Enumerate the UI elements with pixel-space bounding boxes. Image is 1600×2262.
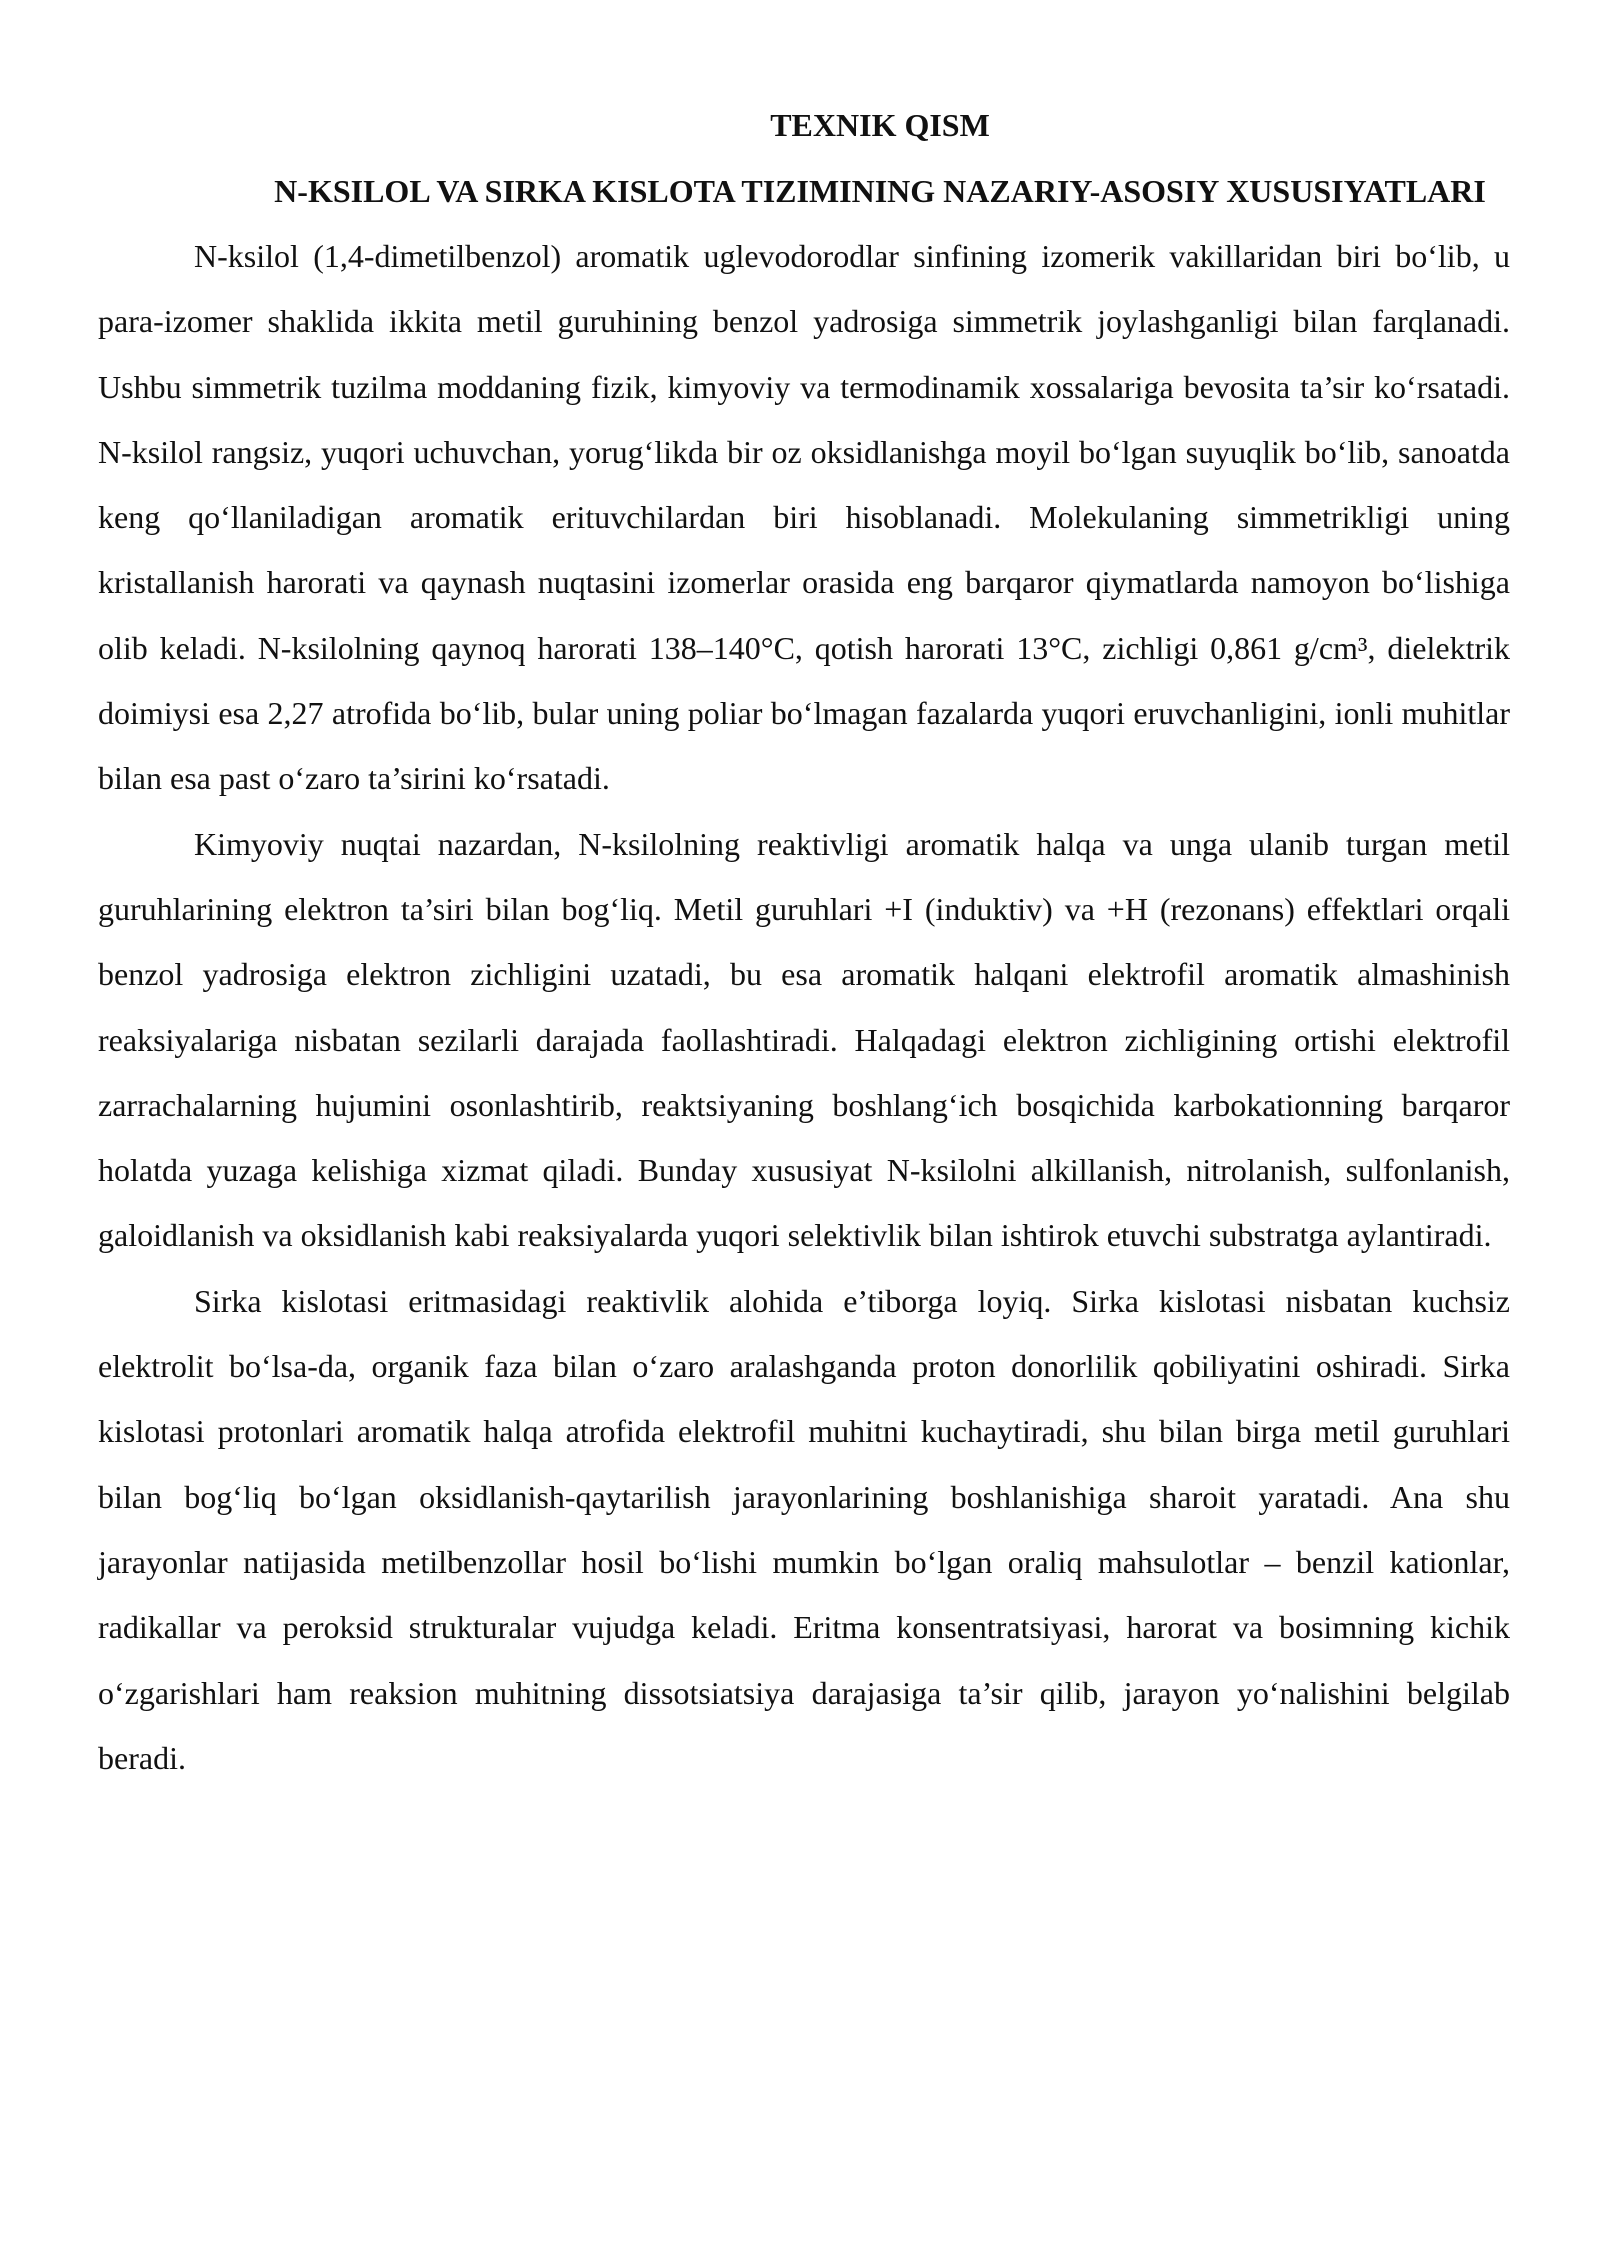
paragraph-3: Sirka kislotasi eritmasidagi reaktivlik alohida e’tiborga loyiq. Sirka kislotasi nisbatan kuchsiz elektrolit bo‘lsa-da, organik faza bilan o‘zaro aralashganda proton donorlilik qobiliyatini oshiradi. Sirka kislotasi protonlari aromatik halqa atrofida elektrofil muhitni kuchaytiradi, shu bilan birga metil guruhlari bilan bog‘liq bo‘lgan oksidlanish-qaytarilish jarayonlarining boshlanishiga sharoit yaratadi. Ana shu jarayonlar natijasida metilbenzollar hosil bo‘lishi mumkin bo‘lgan oraliq mahsulotlar – benzil kationlar, radikallar va peroksid strukturalar vujudga keladi. Eritma konsentratsiyasi, harorat va bosimning kichik o‘zgarishlari ham reaksion muhitning dissotsiatsiya darajasiga ta’sir qilib, jarayon yo‘nalishini belgilab beradi. [98,1282,1510,1776]
paragraph-1: N-ksilol (1,4-dimetilbenzol) aromatik uglevodorodlar sinfining izomerik vakillaridan biri bo‘lib, u para-izomer shaklida ikkita metil guruhining benzol yadrosiga simmetrik joylashganligi bilan farqlanadi. Ushbu simmetrik tuzilma moddaning fizik, kimyoviy va termodinamik xossalariga bevosita ta’sir ko‘rsatadi. N-ksilol rangsiz, yuqori uchuvchan, yorug‘likda bir oz oksidlanishga moyil bo‘lgan suyuqlik bo‘lib, sanoatda keng qo‘llaniladigan aromatik erituvchilardan biri hisoblanadi. Molekulaning simmetrikligi uning kristallanish harorati va qaynash nuqtasini izomerlar orasida eng barqaror qiymatlarda namoyon bo‘lishiga olib keladi. N-ksilolning qaynoq harorati 138–140°C, qotish harorati 13°C, zichligi 0,861 g/cm³, dielektrik doimiysi esa 2,27 atrofida bo‘lib, bular uning poliar bo‘lmagan fazalarda yuqori eruvchanligini, ionli muhitlar bilan esa past o‘zaro ta’sirini ko‘rsatadi. [98,238,1510,797]
document-page [98,92,1510,1791]
document-title: N-KSILOL VA SIRKA KISLOTA TIZIMINING NAZARIY-ASOSIY XUSUSIYATLARI [274,173,1486,209]
section-heading: TEXNIK QISM [770,107,990,143]
paragraph-2: Kimyoviy nuqtai nazardan, N-ksilolning reaktivligi aromatik halqa va unga ulanib turgan metil guruhlarining elektron ta’siri bilan bog‘liq. Metil guruhlari +I (induktiv) va +H (rezonans) effektlari orqali benzol yadrosiga elektron zichligini uzatadi, bu esa aromatik halqani elektrofil aromatik almashinish reaksiyalariga nisbatan sezilarli darajada faollashtiradi. Halqadagi elektron zichligining ortishi elektrofil zarrachalarning hujumini osonlashtirib, reaktsiyaning boshlang‘ich bosqichida karbokationning barqaror holatda yuzaga kelishiga xizmat qiladi. Bunday xususiyat N-ksilolni alkillanish, nitrolanish, sulfonlanish, galoidlanish va oksidlanish kabi reaksiyalarda yuqori selektivlik bilan ishtirok etuvchi substratga aylantiradi. [98,825,1510,1254]
